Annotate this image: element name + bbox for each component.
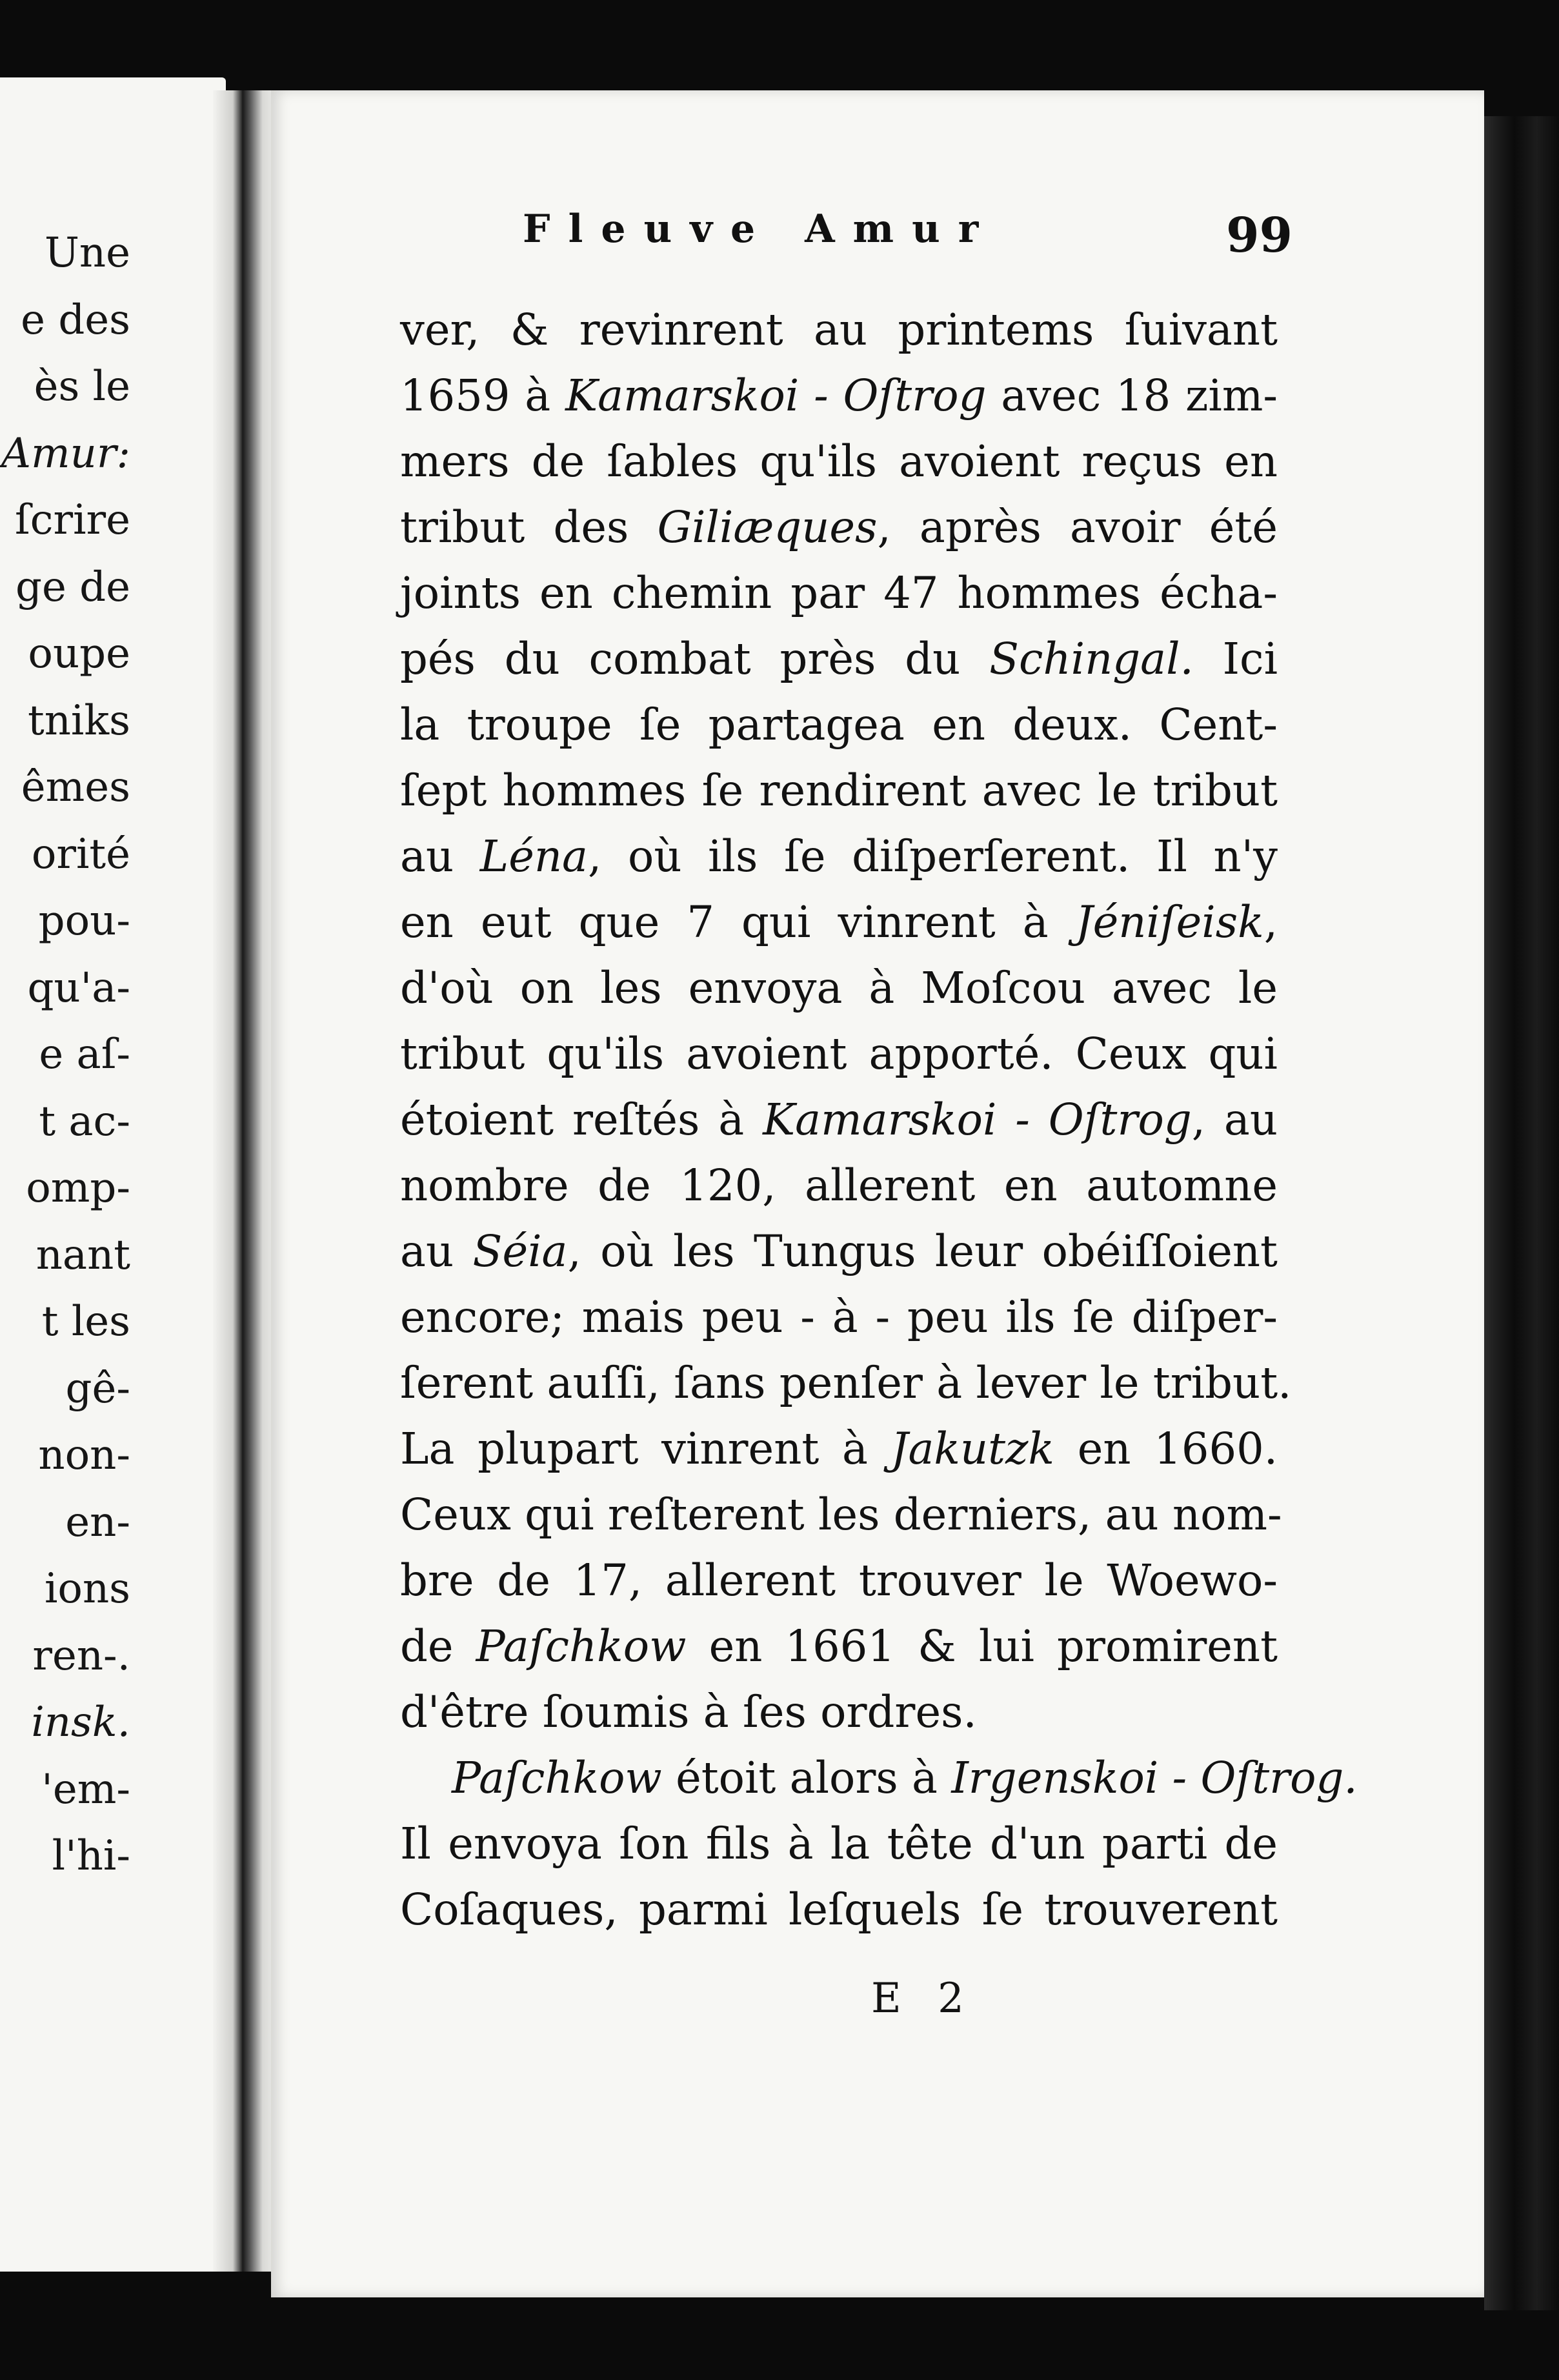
text-run: ſept hommes ſe rendirent avec le tribut bbox=[400, 765, 1278, 816]
text-line bbox=[400, 1284, 1278, 1350]
page-edge bbox=[1484, 116, 1559, 2310]
text-line bbox=[400, 1877, 1278, 1942]
left-page-fragment: en- bbox=[65, 1498, 130, 1546]
text-run: pés du combat près du bbox=[400, 634, 990, 684]
text-run: nombre de 120, allerent en automne bbox=[400, 1160, 1278, 1211]
left-page-fragment: ès le bbox=[34, 363, 130, 410]
italic-run: Giliæques bbox=[657, 502, 878, 552]
text-run: mers de ſables qu'ils avoient reçus en bbox=[400, 436, 1278, 487]
left-page-fragment: 'em- bbox=[41, 1765, 130, 1813]
left-page-fragment: omp- bbox=[26, 1164, 130, 1212]
text-line bbox=[400, 626, 1278, 692]
left-page-fragment: ren-. bbox=[32, 1631, 130, 1680]
signature-mark: E 2 bbox=[871, 1975, 976, 2022]
italic-run: Jéniſeisk bbox=[1075, 897, 1264, 947]
text-run: en eut que 7 qui vinrent à bbox=[400, 897, 1076, 947]
text-line bbox=[400, 560, 1278, 626]
left-page-fragment: gê- bbox=[65, 1364, 130, 1413]
text-run: Il envoya ſon fils à la tête d'un parti de bbox=[400, 1819, 1278, 1869]
text-run: tribut des bbox=[400, 502, 658, 552]
text-run: Coſaques, parmi leſquels ſe trouverent bbox=[400, 1884, 1278, 1935]
text-run: , bbox=[1263, 897, 1278, 947]
text-line bbox=[400, 823, 1278, 889]
left-page-fragment: nant bbox=[35, 1231, 130, 1279]
text-run: d'être ſoumis à ſes ordres. bbox=[400, 1687, 977, 1737]
text-line bbox=[400, 1416, 1278, 1482]
text-run: Ceux qui reſterent les derniers, au nom- bbox=[400, 1489, 1282, 1540]
text-line bbox=[400, 297, 1278, 363]
text-line bbox=[400, 1679, 1278, 1745]
text-line bbox=[400, 1811, 1278, 1877]
left-page-fragment: Amur: bbox=[1, 429, 130, 478]
italic-run: Paſchkow bbox=[452, 1753, 662, 1803]
italic-run: Séia bbox=[472, 1226, 568, 1276]
text-run: , où ils ſe diſperſerent. Il n'y bbox=[588, 831, 1278, 882]
page-number: 99 bbox=[1226, 208, 1292, 263]
text-line bbox=[400, 494, 1278, 560]
text-line bbox=[400, 1350, 1292, 1416]
text-run: étoient reſtés à bbox=[400, 1094, 763, 1145]
text-run: Ici bbox=[1193, 634, 1278, 684]
text-line bbox=[400, 1482, 1282, 1548]
text-run: La plupart vinrent à bbox=[400, 1424, 891, 1474]
text-run: tribut qu'ils avoient apporté. Ceux qui bbox=[400, 1029, 1278, 1079]
text-run: ſerent auſſi, ſans penſer à lever le tribut. bbox=[400, 1358, 1292, 1408]
left-page-fragment: e des bbox=[21, 296, 130, 344]
italic-run: Paſchkow bbox=[476, 1621, 687, 1671]
italic-run: Irgenskoi - Oſtrog. bbox=[951, 1753, 1358, 1803]
text-run: ver, & revinrent au printems ſuivant bbox=[400, 305, 1278, 355]
left-page-fragment: ions bbox=[44, 1565, 130, 1613]
left-page-fragment: e aſ- bbox=[39, 1031, 130, 1078]
text-run: en 1660. bbox=[1054, 1424, 1278, 1474]
text-line bbox=[400, 758, 1278, 823]
left-page-fragment: qu'a- bbox=[27, 963, 130, 1012]
text-run: en 1661 & lui promirent bbox=[686, 1621, 1278, 1671]
text-run: au bbox=[400, 1226, 473, 1276]
text-line bbox=[400, 1218, 1278, 1284]
text-run: étoit alors à bbox=[661, 1753, 952, 1803]
text-line bbox=[400, 1613, 1278, 1679]
text-run: joints en chemin par 47 hommes écha- bbox=[400, 568, 1278, 618]
italic-run: Léna bbox=[479, 831, 588, 882]
text-run: encore; mais peu - à - peu ils ſe diſper- bbox=[400, 1292, 1278, 1342]
text-run: au bbox=[400, 831, 480, 882]
left-page bbox=[0, 77, 226, 2272]
italic-run: Kamarskoi - Oſtrog bbox=[763, 1094, 1192, 1145]
text-line bbox=[400, 1745, 1358, 1811]
italic-run: Jakutzk bbox=[890, 1424, 1054, 1474]
text-line bbox=[400, 1087, 1278, 1153]
left-page-fragment: t les bbox=[41, 1298, 130, 1346]
text-run: 1659 à bbox=[400, 370, 566, 421]
body-text bbox=[400, 297, 1358, 1942]
text-line bbox=[400, 889, 1278, 955]
left-page-fragment: oupe bbox=[28, 630, 130, 678]
text-line bbox=[400, 363, 1278, 429]
left-page-fragment: ge de bbox=[15, 563, 130, 611]
right-page bbox=[271, 90, 1484, 2297]
text-run: de bbox=[400, 1621, 476, 1671]
left-page-fragment: Une bbox=[44, 229, 130, 277]
text-line bbox=[400, 1153, 1278, 1218]
left-page-fragment: orité bbox=[31, 830, 130, 878]
text-run: , après avoir été bbox=[877, 502, 1278, 552]
left-page-fragment: non- bbox=[38, 1431, 130, 1479]
text-run: bre de 17, allerent trouver le Woewo- bbox=[400, 1555, 1278, 1606]
left-page-fragment: ſcrire bbox=[14, 496, 130, 544]
left-page-fragment: pou- bbox=[38, 897, 130, 945]
text-line bbox=[400, 429, 1278, 494]
italic-run: Schingal. bbox=[989, 634, 1194, 684]
text-run: , au bbox=[1191, 1094, 1278, 1145]
left-page-fragment: tniks bbox=[27, 696, 130, 745]
text-line bbox=[400, 1021, 1278, 1087]
text-run: , où les Tungus leur obéiſſoient bbox=[567, 1226, 1278, 1276]
running-head: Fleuve Amur bbox=[523, 207, 997, 252]
text-run: la troupe ſe partagea en deux. Cent- bbox=[400, 700, 1278, 750]
italic-run: Kamarskoi - Oſtrog bbox=[565, 370, 987, 421]
left-page-fragment: insk. bbox=[31, 1699, 130, 1746]
left-page-fragment: l'hi- bbox=[52, 1832, 130, 1880]
text-line bbox=[400, 692, 1278, 758]
text-line bbox=[400, 955, 1278, 1021]
text-run: avec 18 zim- bbox=[986, 370, 1278, 421]
left-page-fragment: êmes bbox=[21, 763, 130, 811]
left-page-fragment: t ac- bbox=[39, 1097, 130, 1145]
text-run: d'où on les envoya à Moſcou avec le bbox=[400, 963, 1278, 1013]
text-line bbox=[400, 1548, 1278, 1613]
